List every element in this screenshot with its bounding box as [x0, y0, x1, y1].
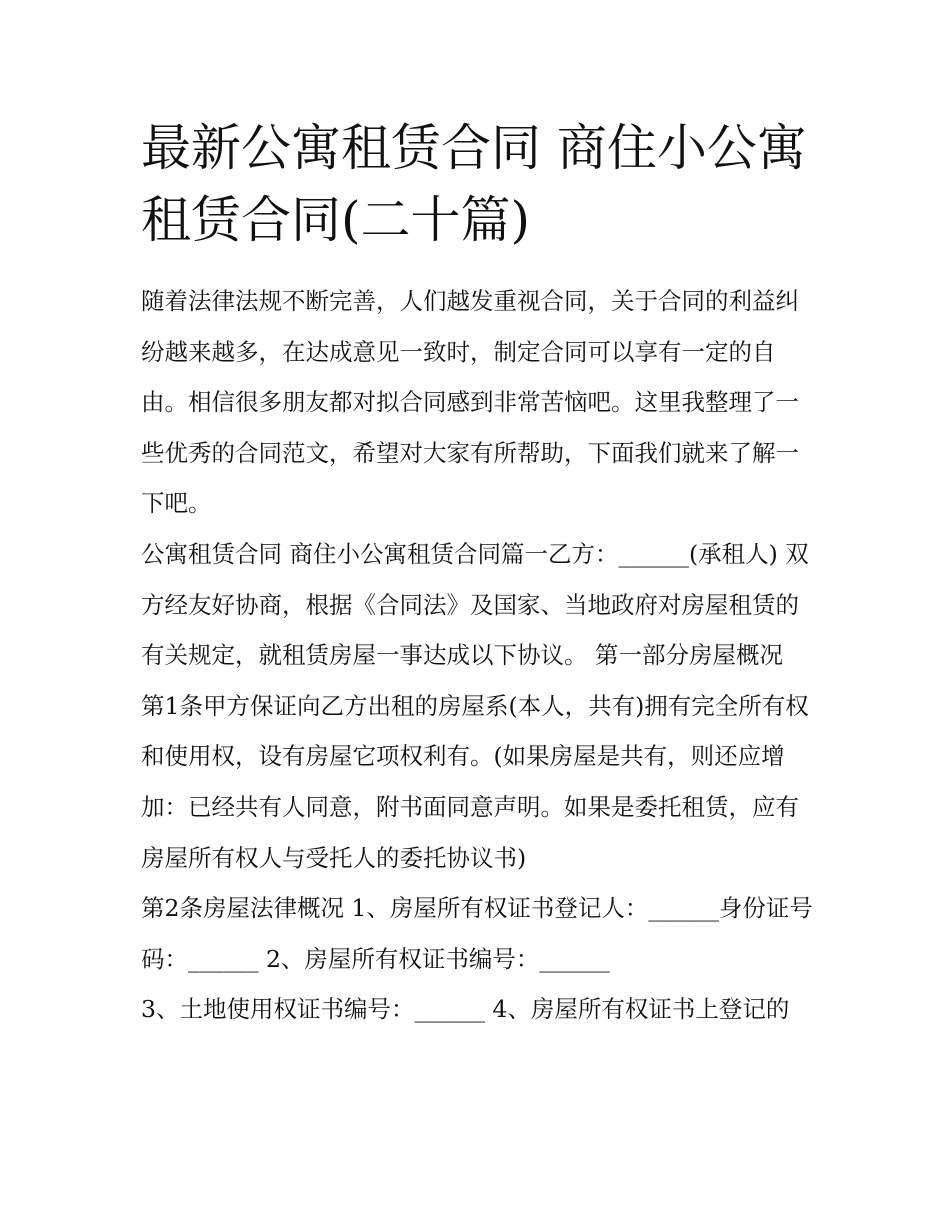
document-title: 最新公寓租赁合同 商住小公寓租赁合同(二十篇) — [141, 119, 807, 249]
article-1-paragraph: 第1条甲方保证向乙方出租的房屋系(本人，共有)拥有完全所有权和使用权，设有房屋它项权利有。(如果房屋是共有，则还应增加：已经共有人同意，附书面同意声明。如果是委托租赁，应有房屋所有权人与受托人的委托协议书) — [141, 691, 809, 872]
contract-opening-paragraph: 公寓租赁合同 商住小公寓租赁合同篇一乙方：______(承租人) 双方经友好协商，根据《合同法》及国家、当地政府对房屋租赁的有关规定，就租赁房屋一事达成以下协议。 第一部分房屋概况 — [141, 539, 809, 670]
document-body — [141, 276, 817, 1035]
intro-paragraph: 随着法律法规不断完善，人们越发重视合同，关于合同的利益纠纷越来越多，在达成意见一致时，制定合同可以享有一定的自由。相信很多朋友都对拟合同感到非常苦恼吧。这里我整理了一些优秀的合同范文，希望对大家有所帮助，下面我们就来了解一下吧。 — [141, 287, 799, 518]
article-2-continued-paragraph: 3、土地使用权证书编号：______ 4、房屋所有权证书上登记的 — [141, 995, 790, 1024]
article-2-paragraph: 第2条房屋法律概况 1、房屋所有权证书登记人：______身份证号码：______ 2、房屋所有权证书编号：______ — [141, 894, 813, 973]
